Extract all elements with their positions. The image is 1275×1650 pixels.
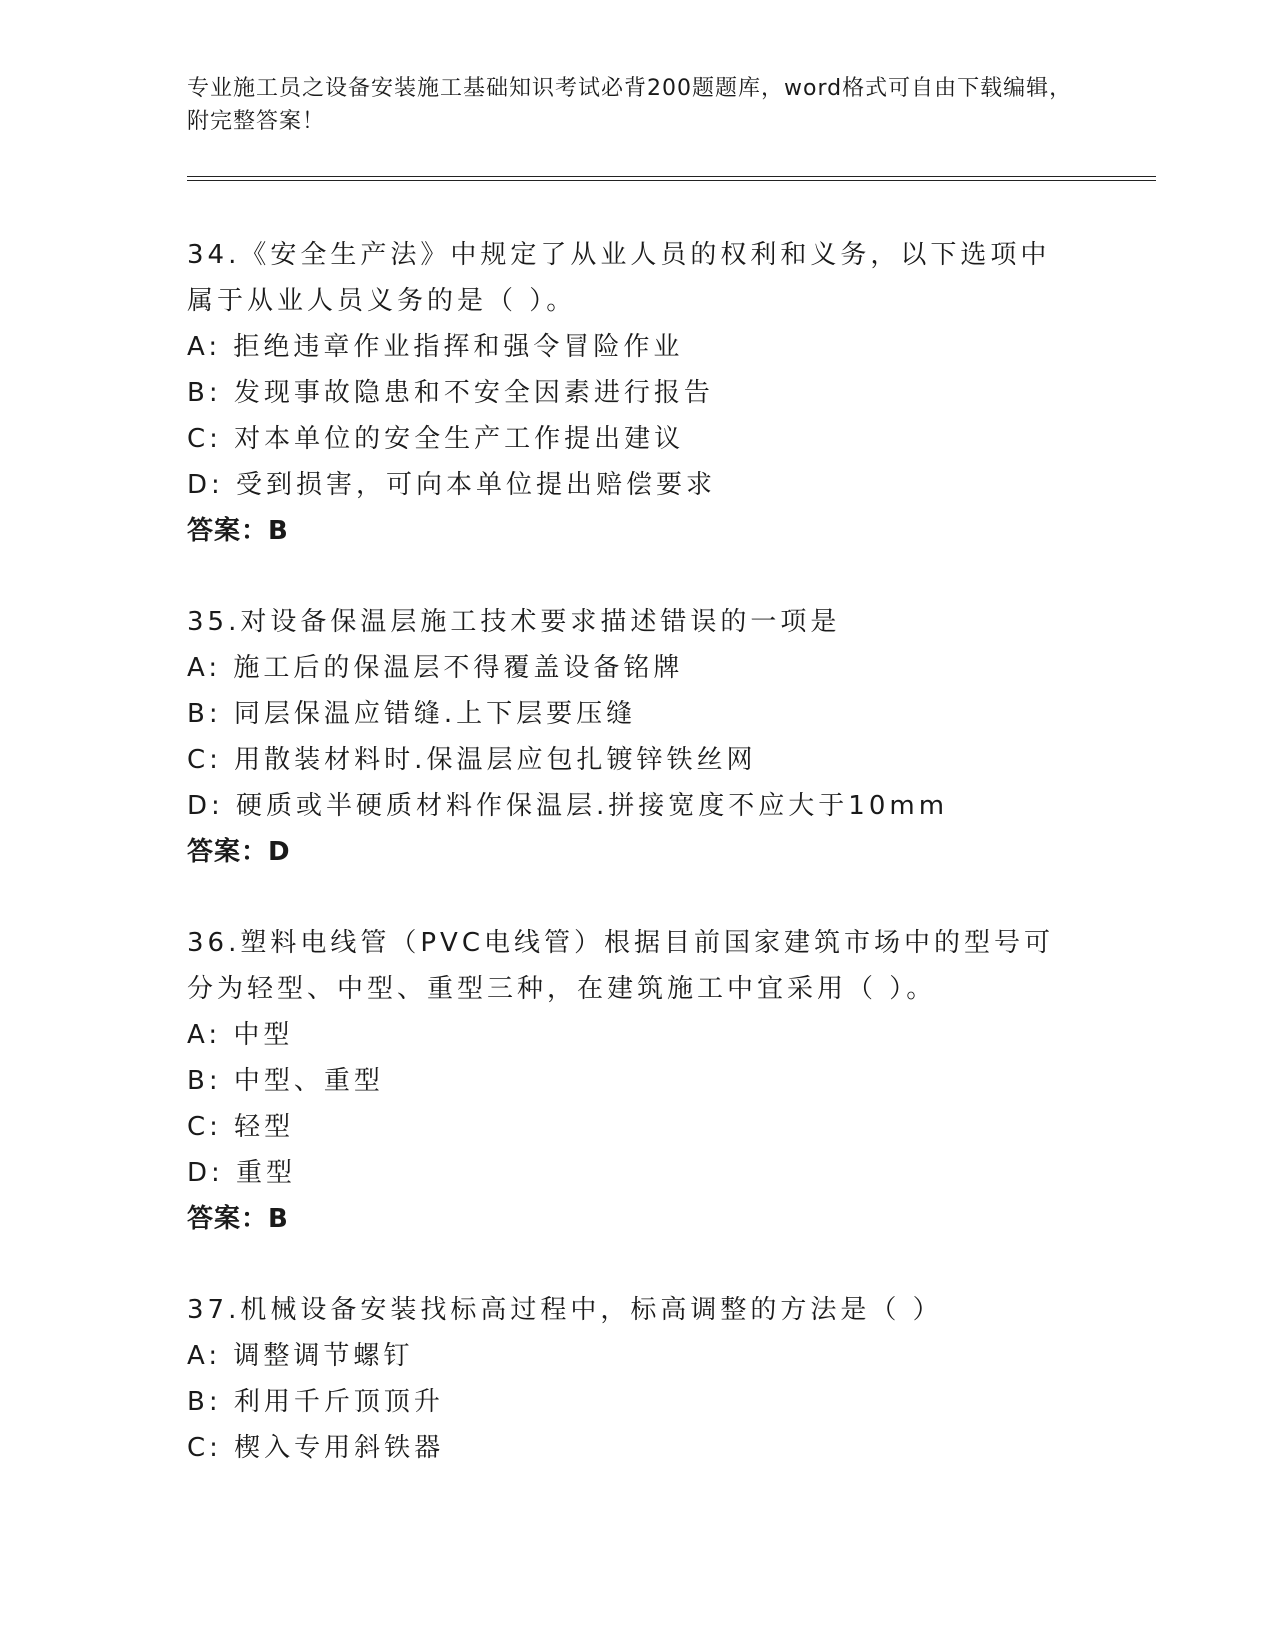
option-d: D: 重型 — [187, 1158, 297, 1188]
question-list — [187, 232, 1087, 1516]
option-b: B: 发现事故隐患和不安全因素进行报告 — [187, 378, 714, 408]
option-d: D: 硬质或半硬质材料作保温层.拼接宽度不应大于10mm — [187, 791, 949, 821]
question-34 — [187, 232, 1087, 554]
question-35 — [187, 599, 1087, 875]
question-stem: 35.对设备保温层施工技术要求描述错误的一项是 — [187, 607, 841, 637]
question-37 — [187, 1287, 1087, 1471]
answer-line: 答案：B — [187, 516, 289, 546]
option-c: C: 轻型 — [187, 1112, 295, 1142]
document-header-title: 专业施工员之设备安装施工基础知识考试必背200题题库，word格式可自由下载编辑，附完整答案！ — [187, 76, 1073, 134]
option-c: C: 对本单位的安全生产工作提出建议 — [187, 424, 685, 454]
answer-line: 答案：D — [187, 837, 291, 867]
option-c: C: 楔入专用斜铁器 — [187, 1433, 445, 1463]
question-stem: 37.机械设备安装找标高过程中，标高调整的方法是（ ） — [187, 1295, 943, 1325]
question-36 — [187, 920, 1087, 1242]
question-stem: 34.《安全生产法》中规定了从业人员的权利和义务，以下选项中属于从业人员义务的是（ ）。 — [187, 240, 1051, 316]
option-a: A: 施工后的保温层不得覆盖设备铭牌 — [187, 653, 684, 683]
header-divider — [187, 176, 1156, 181]
option-a: A: 中型 — [187, 1020, 294, 1050]
option-a: A: 调整调节螺钉 — [187, 1341, 414, 1371]
question-stem: 36.塑料电线管（PVC电线管）根据目前国家建筑市场中的型号可分为轻型、中型、重型三种，在建筑施工中宜采用（ ）。 — [187, 928, 1054, 1004]
option-b: B: 利用千斤顶顶升 — [187, 1387, 444, 1417]
option-a: A: 拒绝违章作业指挥和强令冒险作业 — [187, 332, 684, 362]
answer-line: 答案：B — [187, 1204, 289, 1234]
option-c: C: 用散装材料时.保温层应包扎镀锌铁丝网 — [187, 745, 757, 775]
option-d: D: 受到损害，可向本单位提出赔偿要求 — [187, 470, 717, 500]
option-b: B: 同层保温应错缝.上下层要压缝 — [187, 699, 637, 729]
option-b: B: 中型、重型 — [187, 1066, 384, 1096]
